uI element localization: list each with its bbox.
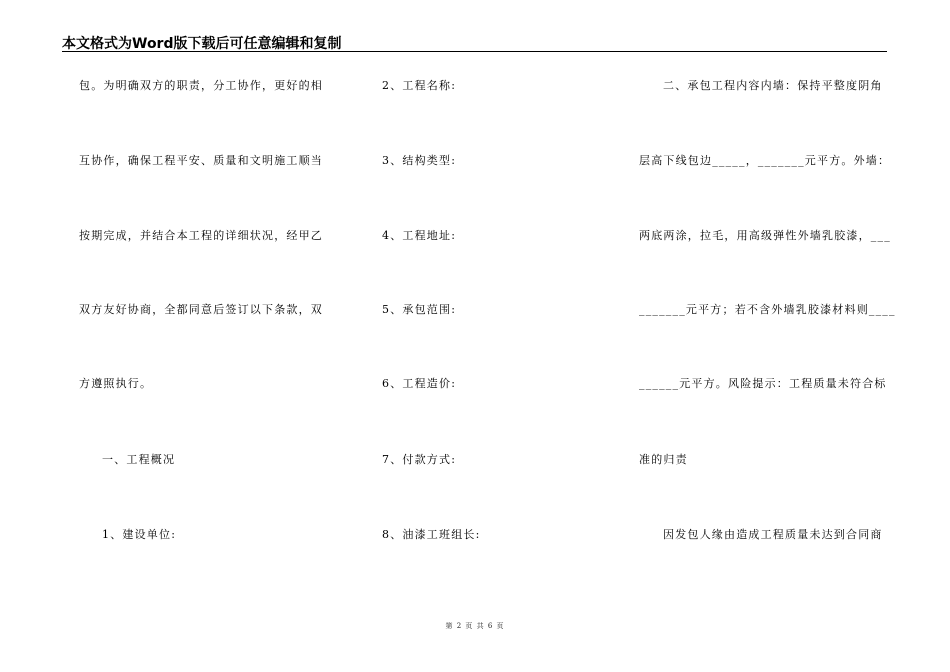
text-line: 两底两涂，拉毛，用高级弹性外墙乳胶漆，___ (639, 229, 891, 242)
document-header-title: 本文格式为Word版下载后可任意编辑和复制 (62, 36, 342, 52)
text-line: 互协作，确保工程平安、质量和文明施工顺当 (79, 154, 323, 167)
header-divider (62, 51, 887, 52)
field-label: 7、付款方式: (382, 453, 457, 466)
text-line: 包。为明确双方的职责，分工协作，更好的相 (79, 79, 323, 92)
text-line: 按期完成，并结合本工程的详细状况，经甲乙 (79, 229, 323, 242)
field-label: 8、油漆工班组长: (382, 528, 481, 541)
field-label: 6、工程造价: (382, 377, 457, 390)
text-line: 双方友好协商，全都同意后签订以下条款，双 (79, 303, 323, 316)
field-label: 5、承包范围: (382, 303, 457, 316)
field-label: 3、结构类型: (382, 154, 457, 167)
field-label: 4、工程地址: (382, 229, 457, 242)
page-number: 第 2 页 共 6 页 (445, 622, 505, 630)
text-line: 1、建设单位: (102, 528, 177, 541)
text-line: 准的归责 (639, 453, 688, 466)
text-line: 因发包人缘由造成工程质量未达到合同商 (663, 528, 883, 541)
text-line: ______元平方。风险提示：工程质量未符合标 (639, 377, 887, 390)
text-line: 方遵照执行。 (79, 377, 153, 390)
field-label: 2、工程名称: (382, 79, 457, 92)
section-heading: 二、承包工程内容内墙：保持平整度阴角 (663, 79, 883, 92)
text-line: 层高下线包边_____，_______元平方。外墙： (639, 154, 891, 167)
text-line: _______元平方；若不含外墙乳胶漆材料则____ (639, 303, 896, 316)
section-heading: 一、工程概况 (102, 453, 176, 466)
